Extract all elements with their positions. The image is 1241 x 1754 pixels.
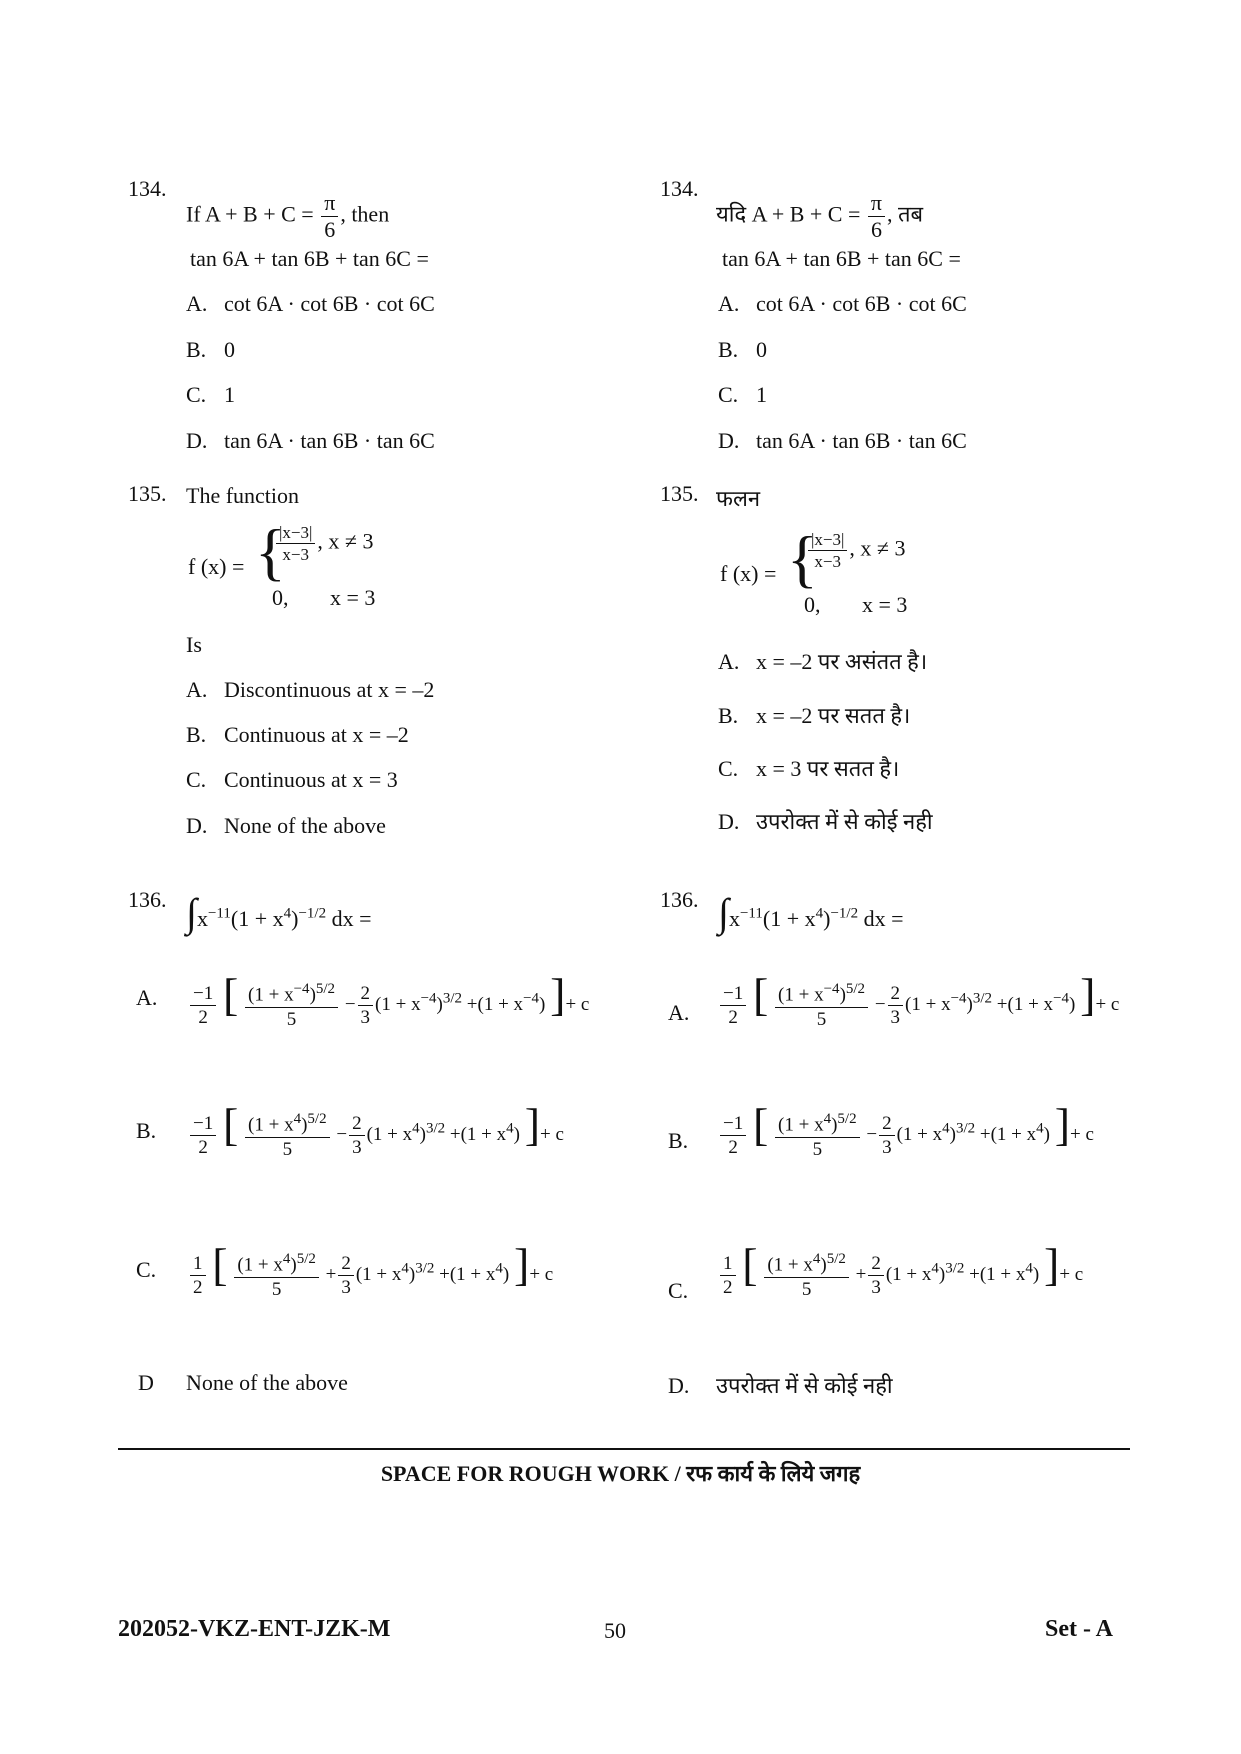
question-number: 134.	[660, 176, 699, 201]
q135-stem: फलन	[716, 486, 761, 511]
option-b[interactable]: B. 0	[186, 337, 235, 362]
option-c[interactable]: C. Continuous at x = 3	[186, 767, 398, 792]
option-c[interactable]: C. x = 3 पर सतत है।	[718, 756, 900, 781]
then-word: , then	[340, 201, 390, 227]
option-a[interactable]: A. cot 6A · cot 6B · cot 6C	[718, 291, 967, 316]
q134-condition: यदि A + B + C = $\frac{\pi}{6}$ , तब	[716, 190, 924, 242]
option-a[interactable]: A. Discontinuous at x = –2	[186, 677, 435, 702]
integral-expression: $\int x^{-11}(1 + x^4)^{-1/2}$ dx =	[186, 890, 372, 935]
condition-lhs: A + B + C =	[204, 201, 314, 227]
paper-code: 202052-VKZ-ENT-JZK-M	[118, 1616, 391, 1642]
is-word: Is	[186, 632, 202, 657]
page-number: 50	[604, 1618, 626, 1643]
option-d[interactable]: D. None of the above	[186, 813, 386, 838]
option-c[interactable]: C. 1	[186, 382, 235, 407]
question-number: 136.	[128, 887, 167, 912]
option-d[interactable]: D. उपरोक्त में से कोई नही	[668, 1373, 893, 1398]
option-b[interactable]: B. x = –2 पर सतत है।	[718, 703, 911, 728]
option-d[interactable]: D. tan 6A · tan 6B · tan 6C	[186, 428, 435, 453]
option-b[interactable]: B. 0	[718, 337, 767, 362]
q135-stem: The function	[186, 483, 300, 508]
rough-work-divider	[118, 1448, 1130, 1450]
option-d[interactable]: D. उपरोक्त में से कोई नही	[718, 809, 933, 834]
option-c[interactable]: C. 1	[718, 382, 767, 407]
q134-expression: tan 6A + tan 6B + tan 6C =	[722, 246, 961, 271]
if-word: If	[186, 201, 201, 227]
integral-expression: $\int x^{-11}(1 + x^4)^{-1/2}$ dx =	[718, 890, 904, 935]
pi-over-six: $\frac{\pi}{6}$	[321, 192, 338, 241]
option-a[interactable]: A. cot 6A · cot 6B · cot 6C	[186, 291, 435, 316]
q134-expression: tan 6A + tan 6B + tan 6C =	[190, 246, 429, 271]
question-number: 135.	[660, 481, 699, 506]
q134-condition	[186, 192, 389, 241]
question-number: 134.	[128, 176, 167, 201]
set-label: Set - A	[1045, 1616, 1113, 1642]
option-a[interactable]: A. x = –2 पर असंतत है।	[718, 649, 928, 674]
question-number: 135.	[128, 481, 167, 506]
option-d[interactable]: D. tan 6A · tan 6B · tan 6C	[718, 428, 967, 453]
rough-work-label: SPACE FOR ROUGH WORK / रफ कार्य के लिये जगह	[380, 1461, 861, 1486]
option-d[interactable]: D None of the above	[138, 1370, 348, 1395]
option-b[interactable]: B. Continuous at x = –2	[186, 722, 409, 747]
question-number: 136.	[660, 887, 699, 912]
